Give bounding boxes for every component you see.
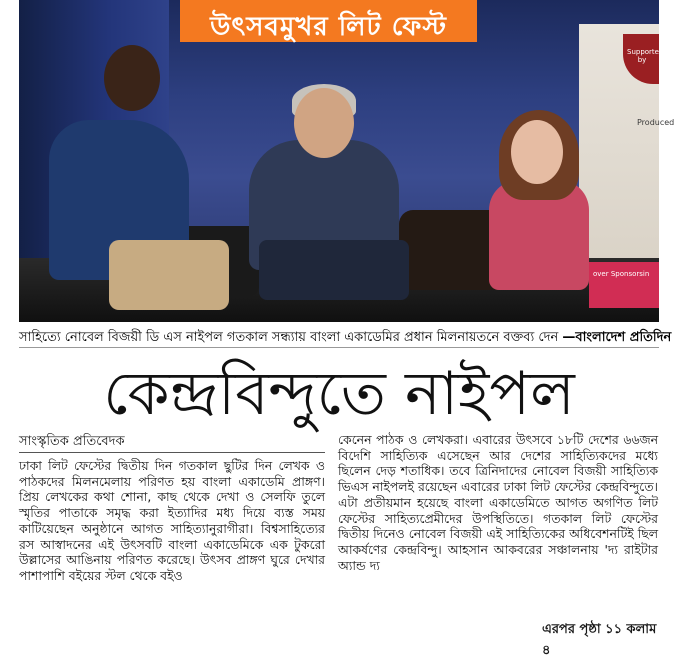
- article-column-1: [19, 458, 325, 584]
- continued-note: এরপর পৃষ্ঠা ১১ কলাম ৪: [542, 622, 657, 658]
- moderator-legs: [109, 240, 229, 310]
- sponsor-banner-text: over Sponsorsin: [593, 270, 650, 278]
- moderator-head: [104, 45, 160, 111]
- section-title: উৎসবমুখর লিট ফেস্ট: [210, 12, 447, 42]
- photo-caption: [19, 328, 672, 349]
- article-paragraph: ঢাকা লিট ফেস্টের দ্বিতীয় দিন গতকাল ছুটির দিন লেখক ও পাঠকদের মিলনমেলায় পরিণত হয় বাংলা একাডেমি প্রাঙ্গণ। প্রিয় লেখকের কথা শোনা, কাছ থেকে দেখা ও সেলফি তুলে স্মৃতির পাতাকে সমৃদ্ধ করা ইত্যাদির মধ্য দিয়ে ব্যস্ত সময় কাটিয়েছেন অনুষ্ঠানে আগত সাহিত্যানুরাগীরা। বিশ্বসাহিত্যের রস আস্বাদনের এই উৎসবটি বাংলা একাডেমিকে এক টুকরো উল্লাসের আঙিনায় পরিণত করেছে। উৎসব প্রাঙ্গণ ঘুরে দেখার পাশাপাশি বইয়ের স্টল থেকে বইও: [19, 458, 325, 583]
- article-paragraph: কেনেন পাঠক ও লেখকরা। এবারের উৎসবে ১৮টি দেশের ৬৬জন বিদেশি সাহিত্যিক এসেছেন আর দেশের সাহিত্যিকদের মধ্যে ছিলেন দেড় শতাধিক। তবে ত্রিনিদাদের নোবেল বিজয়ী সাহিত্যিক ভিএস নাইপলই রয়েছেন এবারের ঢাকা লিট ফেস্টের কেন্দ্রবিন্দুতে। এটা প্রতীয়মান হয়েছে বাংলা একাডেমিতে আগত অগণিত লিট ফেস্টের সাহিত্যপ্রেমীদের উপস্থিতিতে। গতকাল লিট ফেস্টের দ্বিতীয় দিনেও নোবেল বিজয়ী এই সাহিত্যিকের অধিবেশনটিই ছিল আকর্ষণের কেন্দ্রবিন্দু। আহসান আকবরের সঞ্চালনায় 'দ্য রাইটার অ্যান্ড দ্য: [338, 432, 658, 573]
- produced-label: Produced: [637, 118, 674, 127]
- byline-rule: [19, 452, 325, 453]
- guest-head: [511, 120, 563, 184]
- byline: সাংস্কৃতিক প্রতিবেদক: [19, 434, 125, 449]
- speaker-legs: [259, 240, 409, 300]
- divider: [19, 347, 659, 348]
- page-margin: [0, 0, 19, 642]
- article-column-2: [338, 432, 658, 573]
- caption-text: সাহিত্যে নোবেল বিজয়ী ডি এস নাইপল গতকাল সন্ধ্যায় বাংলা একাডেমির প্রধান মিলনায়তনে বক্তব্য দেন: [19, 330, 559, 345]
- sponsor-label: Supported by: [627, 48, 664, 64]
- caption-credit: —বাংলাদেশ প্রতিদিন: [562, 330, 672, 345]
- sponsor-banner: [589, 262, 659, 308]
- speaker-head: [294, 88, 354, 158]
- headline: কেন্দ্রবিন্দুতে নাইপল: [103, 359, 575, 429]
